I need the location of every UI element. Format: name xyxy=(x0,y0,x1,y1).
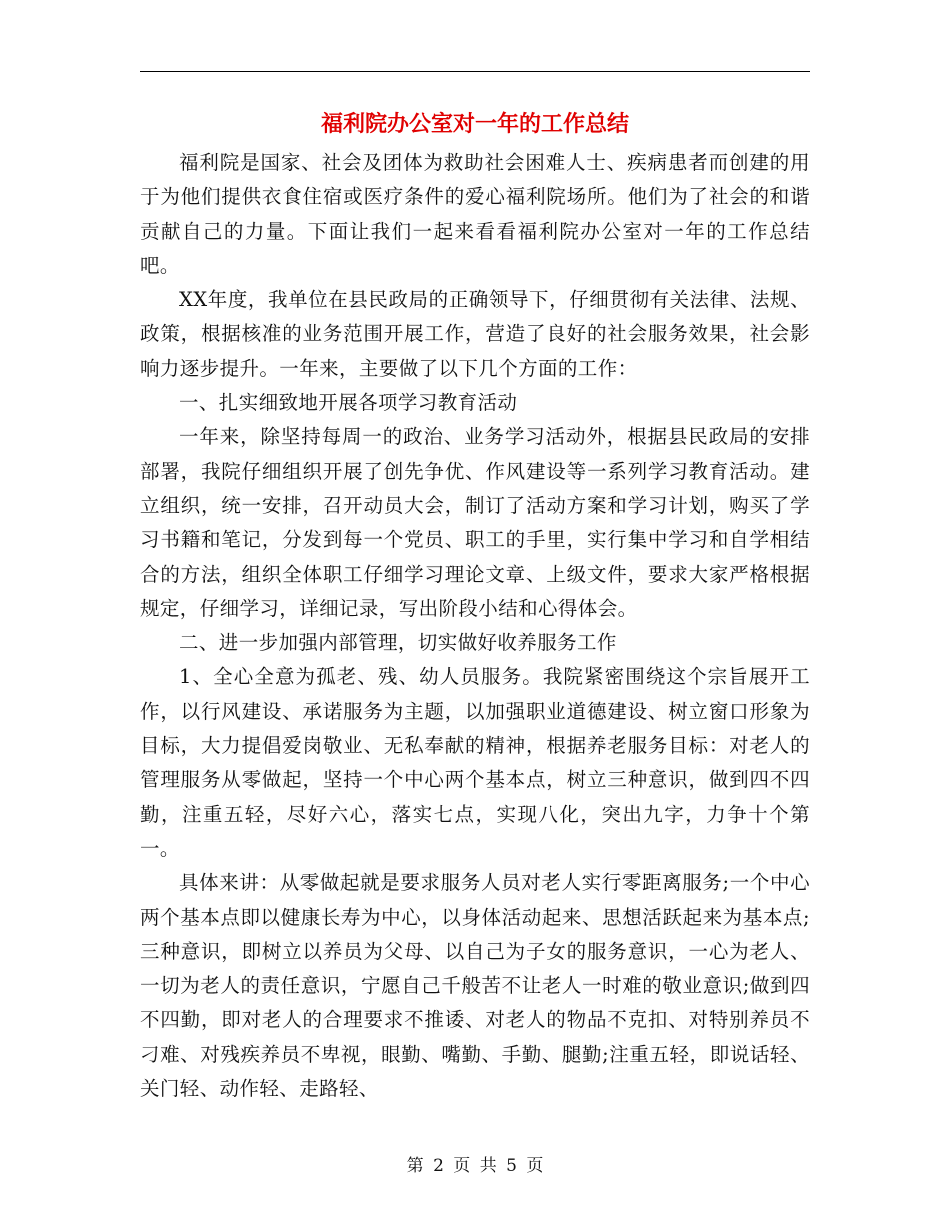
footer-prefix: 第 xyxy=(406,1156,424,1176)
section-heading-2: 二、进一步加强内部管理，切实做好收养服务工作 xyxy=(179,631,617,655)
footer-total-pages: 5 xyxy=(506,1156,517,1176)
paragraph-study-activities: 一年来，除坚持每周一的政治、业务学习活动外，根据县民政局的安排部署，我院仔细组织开展了创先争优、作风建设等一系列学习教育活动。建立组织，统一安排，召开动员大会，制订了活动方案和学习计划，购买了学习书籍和笔记，分发到每一个党员、职工的手里，实行集中学习和自学相结合的方法，组织全体职工仔细学习理论文章、上级文件，要求大家严格根据规定，仔细学习，详细记录，写出阶段小结和心得体会。 xyxy=(140,425,810,620)
page-footer xyxy=(140,1154,810,1178)
paragraph-details: 具体来讲：从零做起就是要求服务人员对老人实行零距离服务;一个中心两个基本点即以健康长寿为中心，以身体活动起来、思想活跃起来为基本点;三种意识，即树立以养员为父母、以自己为子女的服务意识，一心为老人、一切为老人的责任意识，宁愿自己千般苦不让老人一时难的敬业意识;做到四不四勤，即对老人的合理要求不推诿、对老人的物品不克扣、对特别养员不刁难、对残疾养员不卑视，眼勤、嘴勤、手勤、腿勤;注重五轻，即说话轻、关门轻、动作轻、走路轻、 xyxy=(140,871,810,1101)
header-rule xyxy=(140,71,810,72)
footer-page-word: 页 xyxy=(453,1156,471,1176)
footer-current-page: 2 xyxy=(433,1156,444,1176)
document-title: 福利院办公室对一年的工作总结 xyxy=(320,111,629,137)
section-heading-1: 一、扎实细致地开展各项学习教育活动 xyxy=(179,391,518,415)
paragraph-service: 1、全心全意为孤老、残、幼人员服务。我院紧密围绕这个宗旨展开工作，以行风建设、承诺服务为主题，以加强职业道德建设、树立窗口形象为目标，大力提倡爱岗敬业、无私奉献的精神，根据养老服务目标：对老人的管理服务从零做起，坚持一个中心两个基本点，树立三种意识，做到四不四勤，注重五轻，尽好六心，落实七点，实现八化，突出九字，力争十个第一。 xyxy=(140,665,810,860)
footer-suffix: 页 xyxy=(526,1156,544,1176)
paragraph-intro: 福利院是国家、社会及团体为救助社会困难人士、疾病患者而创建的用于为他们提供衣食住宿或医疗条件的爱心福利院场所。他们为了社会的和谐贡献自己的力量。下面让我们一起来看看福利院办公室对一年的工作总结吧。 xyxy=(140,151,810,277)
footer-total-word: 共 xyxy=(479,1156,497,1176)
document-body xyxy=(140,146,810,1106)
paragraph-overview: XX年度，我单位在县民政局的正确领导下，仔细贯彻有关法律、法规、政策，根据核准的业务范围开展工作，营造了良好的社会服务效果，社会影响力逐步提升。一年来，主要做了以下几个方面的工作： xyxy=(140,288,810,380)
